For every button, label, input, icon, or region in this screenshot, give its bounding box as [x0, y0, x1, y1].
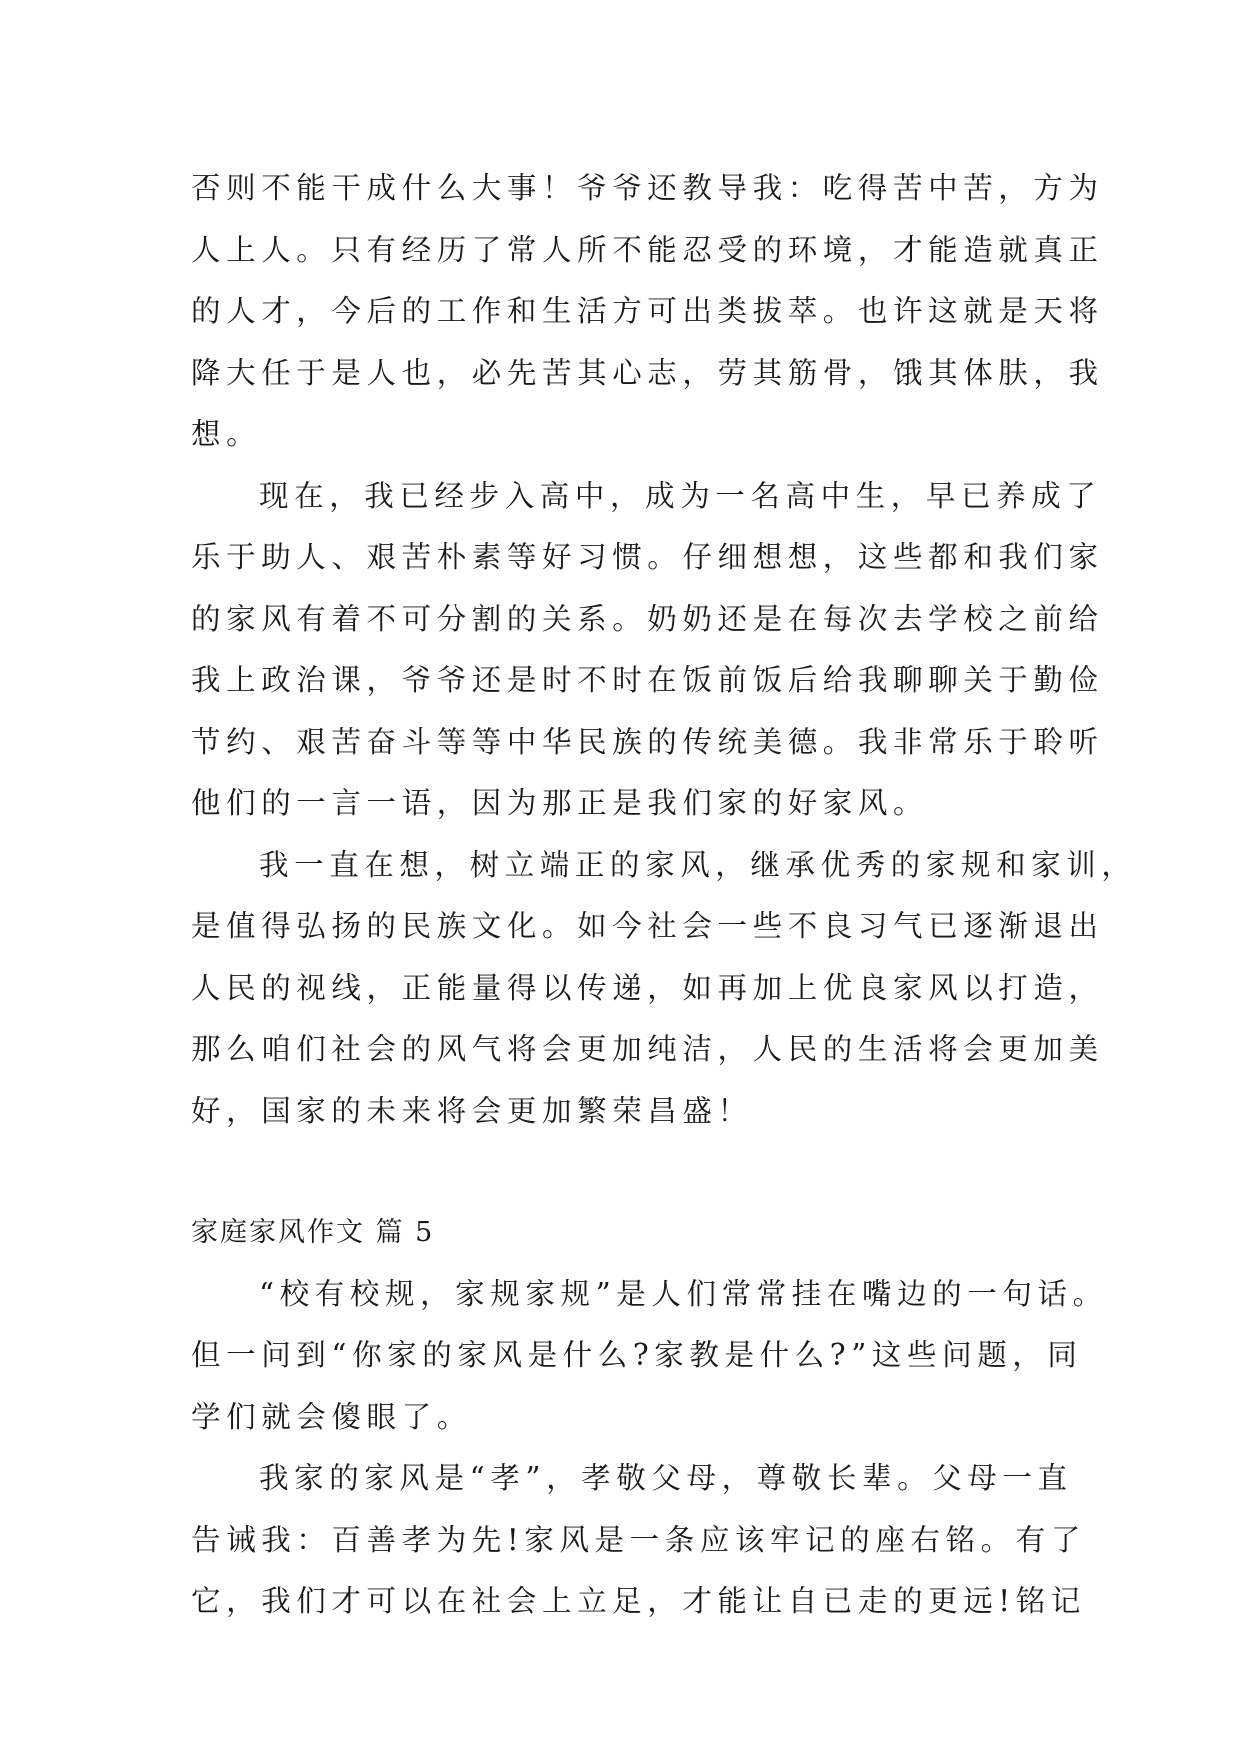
paragraph-5: [191, 1448, 1086, 1633]
paragraph-1: [191, 158, 1104, 466]
document-page: [191, 158, 1137, 1633]
text-line: 他们的一言一语，因为那正是我们家的好家风。: [191, 786, 929, 820]
text-line: 我家的家风是“孝”，孝敬父母，尊敬长辈。父母一直: [259, 1461, 1073, 1495]
text-line: 乐于助人、艰苦朴素等好习惯。仔细想想，这些都和我们家: [191, 540, 1104, 574]
text-line: 好，国家的未来将会更加繁荣昌盛！: [191, 1093, 753, 1128]
text-line: 降大任于是人也，必先苦其心志，劳其筋骨，饿其体肤，我: [191, 355, 1104, 390]
section-heading: 家庭家风作文 篇 5: [191, 1217, 435, 1248]
text-line: 学们就会傻眼了。: [191, 1399, 472, 1434]
text-line: 现在，我已经步入高中，成为一名高中生，早已养成了: [259, 478, 1102, 513]
text-line: 节约、艰苦奋斗等等中华民族的传统美德。我非常乐于聆听: [191, 724, 1104, 759]
paragraph-2: [191, 466, 1104, 835]
text-line: “校有校规，家规家规”是人们常常挂在嘴边的一句话。: [259, 1276, 1108, 1311]
text-line: 人上人。只有经历了常人所不能忍受的环境，才能造就真正: [191, 232, 1104, 267]
text-line: 那么咱们社会的风气将会更加纯洁，人民的生活将会更加美: [191, 1032, 1104, 1066]
section-spacer: [191, 1142, 1061, 1202]
paragraph-3: [191, 835, 1137, 1143]
text-line: 是值得弘扬的民族文化。如今社会一些不良习气已逐渐退出: [191, 909, 1104, 943]
text-line: 我一直在想，树立端正的家风，继承优秀的家规和家训，: [259, 847, 1137, 882]
text-line: 的人才，今后的工作和生活方可出类拔萃。也许这就是天将: [191, 294, 1104, 328]
text-line: 但一问到“你家的家风是什么?家教是什么?”这些问题，同: [191, 1338, 1083, 1372]
text-line: 否则不能干成什么大事！爷爷还教导我：吃得苦中苦，方为: [191, 171, 1104, 205]
text-line: 的家风有着不可分割的关系。奶奶还是在每次去学校之前给: [191, 601, 1104, 636]
paragraph-4: [191, 1264, 1108, 1449]
text-line: 它，我们才可以在社会上立足，才能让自已走的更远!铭记: [191, 1584, 1086, 1618]
text-line: 想。: [191, 417, 262, 451]
text-line: 告诫我：百善孝为先!家风是一条应该牢记的座右铭。有了: [191, 1522, 1086, 1557]
text-line: 人民的视线，正能量得以传递，如再加上优良家风以打造，: [191, 970, 1104, 1005]
text-line: 我上政治课，爷爷还是时不时在饭前饭后给我聊聊关于勤俭: [191, 663, 1104, 697]
